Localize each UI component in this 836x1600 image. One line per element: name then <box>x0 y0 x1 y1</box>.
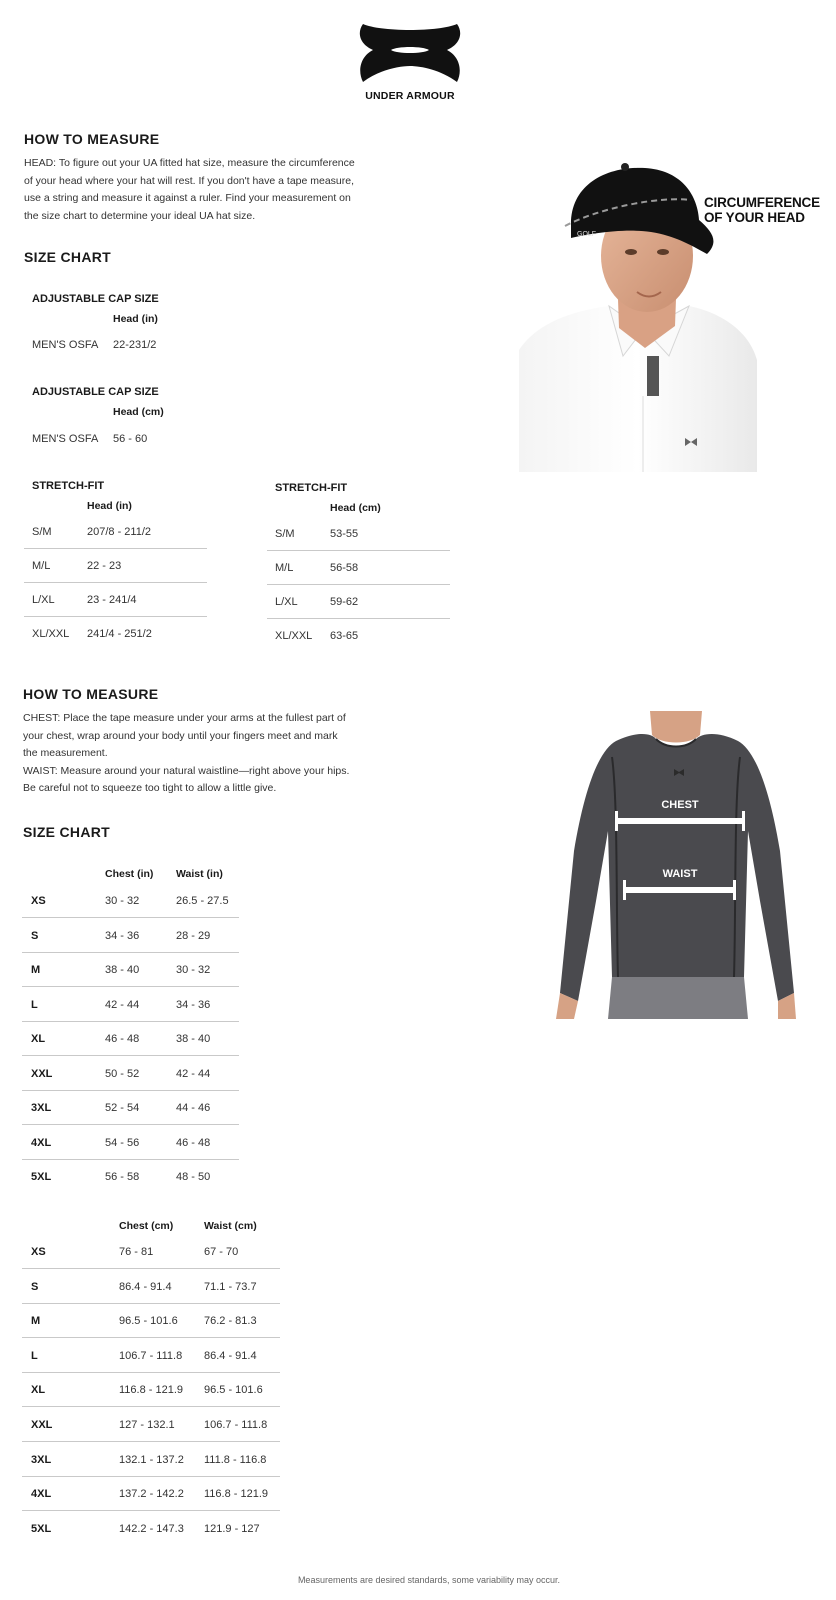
table-divider <box>267 618 450 619</box>
table-divider <box>22 1055 239 1056</box>
waist-value: 28 - 29 <box>176 929 211 942</box>
chest-measure-label: CHEST <box>661 799 699 811</box>
chest-value: 137.2 - 142.2 <box>119 1488 184 1501</box>
stretch-size-name: XL/XXL <box>32 628 70 640</box>
brand-wordmark: UNDER ARMOUR <box>365 90 455 102</box>
stretch-size-value: 53-55 <box>330 528 359 540</box>
table-divider <box>22 1159 239 1160</box>
chest-value: 34 - 36 <box>105 929 140 942</box>
size-name: L <box>31 1349 38 1362</box>
stretch-size-value: 63-65 <box>330 630 359 642</box>
size-name: L <box>31 998 38 1011</box>
chest-value: 116.8 - 121.9 <box>119 1384 184 1397</box>
measurement-disclaimer: Measurements are desired standards, some variability may occur. <box>297 1575 561 1585</box>
chest-value: 142.2 - 147.3 <box>119 1522 184 1535</box>
table-divider <box>24 616 207 617</box>
waist-value: 86.4 - 91.4 <box>204 1349 257 1362</box>
stretch-fit-label: STRETCH-FIT <box>275 482 348 494</box>
body-how-to-measure-title: HOW TO MEASURE <box>23 686 159 702</box>
head-instructions-line: of your head where your hat will rest. If you don't have a tape measure, <box>24 174 355 187</box>
cap-size-value: 56 - 60 <box>113 433 148 445</box>
head-instructions-line: the size chart to determine your ideal UA hat size. <box>24 209 256 222</box>
table-divider <box>22 1372 280 1373</box>
table-divider <box>267 584 450 585</box>
circumference-label <box>704 195 820 225</box>
chest-value: 30 - 32 <box>105 895 140 907</box>
size-name: XS <box>31 1246 46 1258</box>
waist-value: 42 - 44 <box>176 1067 211 1080</box>
size-name: M <box>31 1315 41 1328</box>
head-in-column-header: Head (in) <box>113 313 158 325</box>
table-divider <box>24 582 207 583</box>
chest-in-column-header: Chest (in) <box>105 868 154 880</box>
chest-value: 42 - 44 <box>105 998 140 1011</box>
chest-value: 86.4 - 91.4 <box>119 1280 172 1293</box>
size-name: 3XL <box>31 1453 52 1466</box>
chest-value: 132.1 - 137.2 <box>119 1453 184 1466</box>
stretch-size-name: M/L <box>32 560 51 572</box>
size-name: S <box>31 929 39 942</box>
size-name: XXL <box>31 1419 53 1431</box>
chest-value: 127 - 132.1 <box>119 1419 175 1431</box>
stretch-size-name: S/M <box>32 526 52 538</box>
stretch-size-name: M/L <box>275 562 294 574</box>
waist-value: 71.1 - 73.7 <box>204 1280 257 1293</box>
table-divider <box>22 1090 239 1091</box>
size-name: M <box>31 964 41 976</box>
table-divider <box>22 1337 280 1338</box>
stretch-size-value: 241/4 - 251/2 <box>87 628 152 640</box>
chest-value: 38 - 40 <box>105 964 140 976</box>
table-divider <box>22 1303 280 1304</box>
size-name: 4XL <box>31 1136 52 1149</box>
head-cm-column-header: Head (cm) <box>113 406 164 418</box>
head-size-chart-title: SIZE CHART <box>24 249 111 265</box>
table-divider <box>22 917 239 918</box>
head-instructions-line: use a string and measure it against a ruler. Find your measurement on <box>24 192 351 205</box>
body-size-chart-title: SIZE CHART <box>23 824 110 840</box>
head-in-column-header: Head (in) <box>87 500 132 512</box>
waist-value: 46 - 48 <box>176 1136 211 1149</box>
chest-value: 76 - 81 <box>119 1246 154 1258</box>
stretch-fit-label: STRETCH-FIT <box>32 480 105 492</box>
size-name: XL <box>31 1384 46 1397</box>
waist-value: 111.8 - 116.8 <box>204 1453 267 1466</box>
stretch-size-value: 207/8 - 211/2 <box>87 526 152 538</box>
waist-value: 121.9 - 127 <box>204 1522 260 1535</box>
chest-value: 52 - 54 <box>105 1102 140 1114</box>
body-instructions-line: the measurement. <box>23 747 108 760</box>
body-instructions-line: CHEST: Place the tape measure under your arms at the fullest part of <box>23 712 346 724</box>
brand-logo <box>351 18 469 104</box>
table-divider <box>22 986 239 987</box>
cap-size-value: 22-231/2 <box>113 339 157 351</box>
body-instructions-line: your chest, wrap around your body until your fingers meet and mark <box>23 729 338 742</box>
waist-value: 76.2 - 81.3 <box>204 1315 257 1328</box>
chest-cm-column-header: Chest (cm) <box>119 1220 174 1232</box>
waist-value: 34 - 36 <box>176 998 211 1011</box>
stretch-size-value: 22 - 23 <box>87 560 122 572</box>
under-armour-logo-icon <box>351 18 469 88</box>
size-name: 5XL <box>31 1171 52 1183</box>
table-divider <box>22 1124 239 1125</box>
cap-brand-text: GOLF <box>577 231 597 238</box>
size-name: XXL <box>31 1067 53 1080</box>
stretch-size-value: 59-62 <box>330 596 359 608</box>
chest-value: 50 - 52 <box>105 1067 140 1080</box>
size-name: XS <box>31 895 46 907</box>
waist-value: 48 - 50 <box>176 1171 211 1183</box>
stretch-size-name: S/M <box>275 528 295 540</box>
waist-value: 38 - 40 <box>176 1033 211 1045</box>
cap-size-name: MEN'S OSFA <box>32 433 99 445</box>
adjustable-cap-label: ADJUSTABLE CAP SIZE <box>32 293 159 305</box>
waist-value: 116.8 - 121.9 <box>204 1488 269 1501</box>
waist-value: 67 - 70 <box>204 1246 239 1258</box>
waist-value: 106.7 - 111.8 <box>204 1419 268 1431</box>
body-instructions-line: Be careful not to squeeze too tight to allow a little give. <box>23 782 277 795</box>
table-divider <box>22 1268 280 1269</box>
chest-value: 54 - 56 <box>105 1136 140 1149</box>
size-name: 3XL <box>31 1102 52 1114</box>
stretch-size-name: L/XL <box>32 594 55 606</box>
adjustable-cap-label: ADJUSTABLE CAP SIZE <box>32 386 159 398</box>
chest-value: 96.5 - 101.6 <box>119 1315 178 1328</box>
table-divider <box>22 952 239 953</box>
head-cm-column-header: Head (cm) <box>330 502 381 514</box>
compression-shirt-photo <box>556 711 796 1019</box>
chest-value: 56 - 58 <box>105 1171 140 1183</box>
head-instructions <box>24 155 355 225</box>
waist-measure-label: WAIST <box>662 868 698 880</box>
waist-value: 26.5 - 27.5 <box>176 895 229 907</box>
size-name: 5XL <box>31 1522 52 1535</box>
chest-value: 106.7 - 111.8 <box>119 1349 183 1362</box>
stretch-size-value: 56-58 <box>330 562 359 574</box>
chest-value: 46 - 48 <box>105 1033 140 1045</box>
cap-size-name: MEN'S OSFA <box>32 339 99 351</box>
table-divider <box>267 550 450 551</box>
table-divider <box>22 1441 280 1442</box>
waist-value: 44 - 46 <box>176 1102 211 1114</box>
stretch-size-value: 23 - 241/4 <box>87 594 137 606</box>
table-divider <box>22 1476 280 1477</box>
body-instructions <box>23 710 349 798</box>
table-divider <box>22 1406 280 1407</box>
stretch-size-name: L/XL <box>275 596 298 608</box>
body-instructions-line: WAIST: Measure around your natural waistline—right above your hips. <box>23 764 350 777</box>
stretch-size-name: XL/XXL <box>275 630 313 642</box>
waist-cm-column-header: Waist (cm) <box>204 1220 257 1232</box>
waist-value: 96.5 - 101.6 <box>204 1384 263 1397</box>
head-instructions-line: HEAD: To figure out your UA fitted hat size, measure the circumference <box>24 157 355 169</box>
circumference-label-line: CIRCUMFERENCE <box>704 195 820 210</box>
size-name: S <box>31 1280 39 1293</box>
table-divider <box>22 1021 239 1022</box>
waist-value: 30 - 32 <box>176 964 211 976</box>
head-how-to-measure-title: HOW TO MEASURE <box>24 131 160 147</box>
size-name: XL <box>31 1033 46 1045</box>
waist-in-column-header: Waist (in) <box>176 868 223 880</box>
circumference-label-line: OF YOUR HEAD <box>704 210 805 225</box>
size-name: 4XL <box>31 1488 52 1501</box>
table-divider <box>24 548 207 549</box>
table-divider <box>22 1510 280 1511</box>
